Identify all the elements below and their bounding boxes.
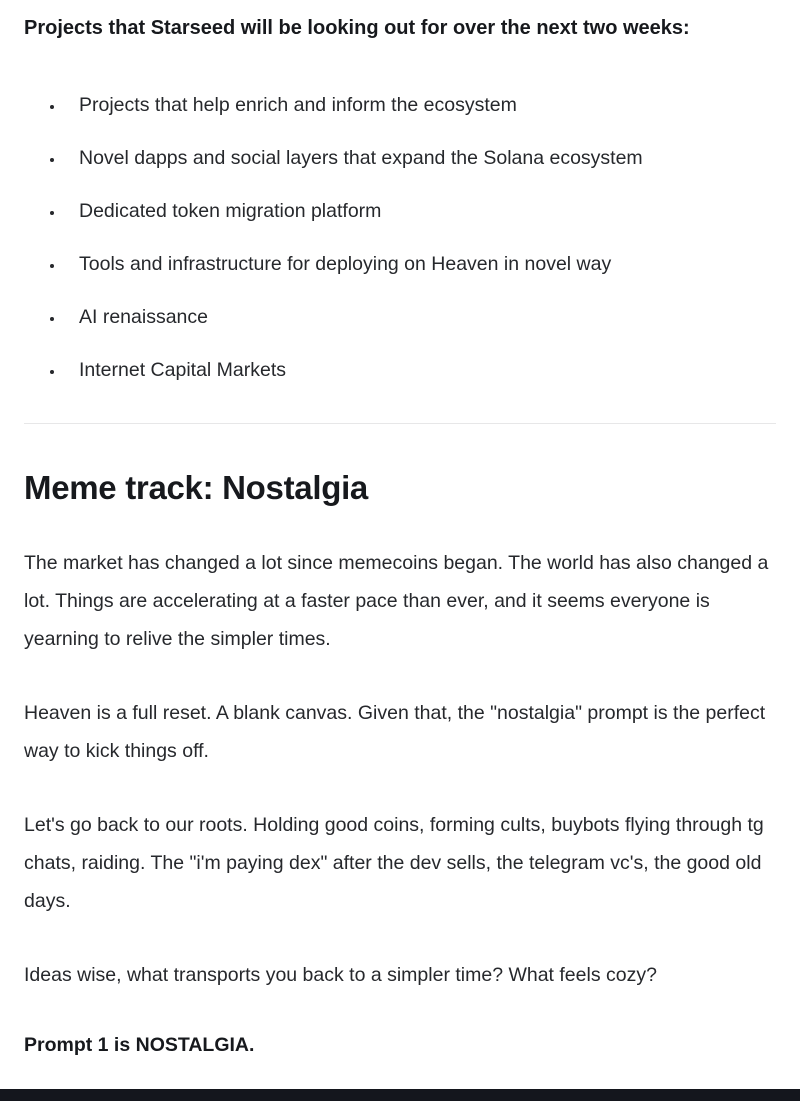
paragraph: Heaven is a full reset. A blank canvas. Given that, the "nostalgia" prompt is the perfect way to kick things off. xyxy=(24,702,766,762)
list-item: • Tools and infrastructure for deploying on Heaven in novel way xyxy=(65,250,776,279)
intro-heading: Projects that Starseed will be looking out for over the next two weeks: xyxy=(24,17,690,39)
list-item: • Projects that help enrich and inform the ecosystem xyxy=(65,91,776,120)
list-item: • Internet Capital Markets xyxy=(65,356,776,385)
footer-bar xyxy=(0,1089,800,1101)
list-item: • Novel dapps and social layers that expand the Solana ecosystem xyxy=(65,144,776,173)
prompt-line: Prompt 1 is NOSTALGIA. xyxy=(24,1034,255,1056)
section-title: Meme track: Nostalgia xyxy=(24,469,368,506)
paragraph: Ideas wise, what transports you back to a simpler time? What feels cozy? xyxy=(24,964,657,986)
focus-bullet-list xyxy=(24,91,776,385)
paragraph: The market has changed a lot since memecoins began. The world has also changed a lot. Things are accelerating at a faster pace than ever, and it seems everyone is yearning to relive the simpler times. xyxy=(24,552,769,650)
section-divider xyxy=(24,423,776,424)
list-item: • Dedicated token migration platform xyxy=(65,197,776,226)
paragraph: Let's go back to our roots. Holding good coins, forming cults, buybots flying through tg chats, raiding. The "i'm paying dex" after the dev sells, the telegram vc's, the good old days. xyxy=(24,814,764,912)
list-item: • AI renaissance xyxy=(65,303,776,332)
